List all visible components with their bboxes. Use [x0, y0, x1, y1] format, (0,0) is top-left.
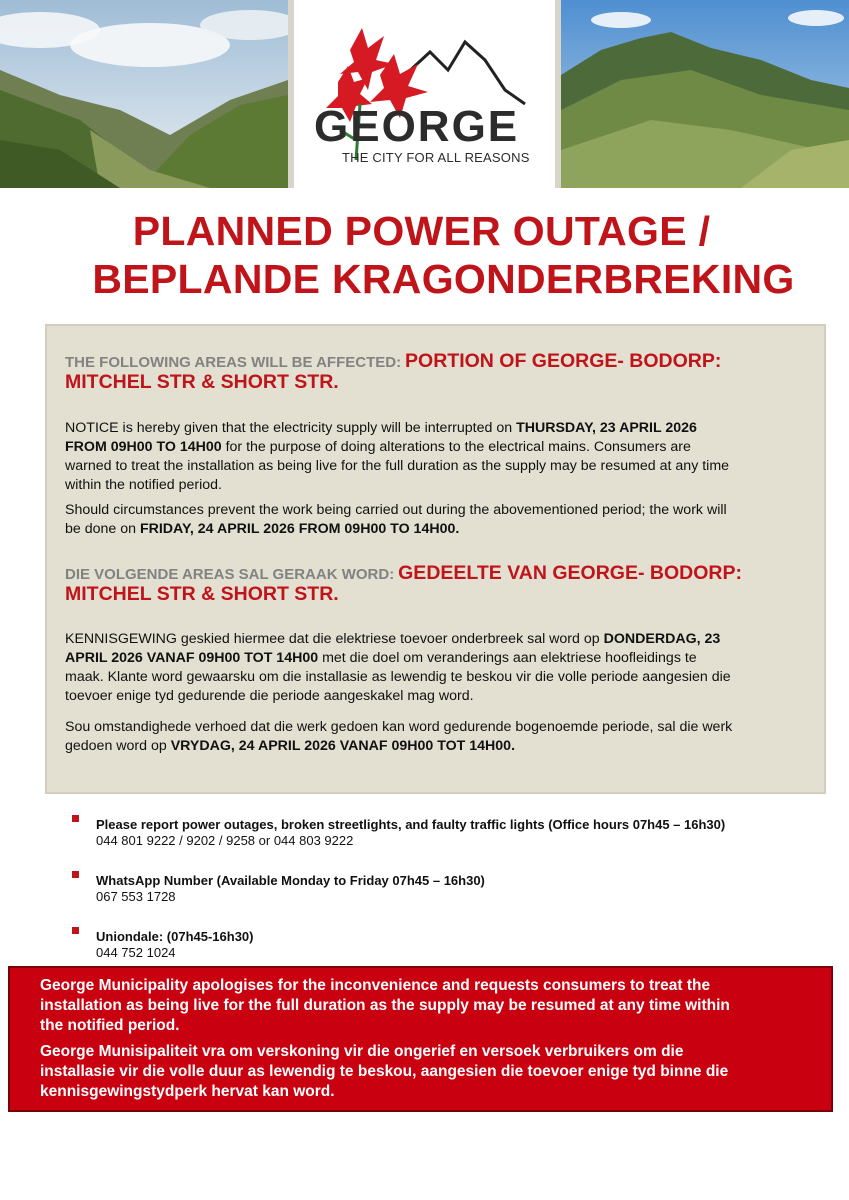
apology-english-line: the notified period. [40, 1017, 180, 1034]
page-title-afrikaans: BEPLANDE KRAGONDERBREKING [92, 256, 795, 302]
contact-label: Uniondale: (07h45-16h30) [96, 929, 254, 944]
contact-phone-numbers: 044 752 1024 [96, 945, 176, 960]
apology-banner [8, 966, 833, 1112]
apology-english-line: George Municipality apologises for the inconvenience and requests consumers to treat the [40, 977, 711, 994]
english-notice-warning-end: within the notified period. [65, 477, 222, 493]
english-outage-date: THURSDAY, 23 APRIL 2026 [516, 420, 697, 436]
afrikaans-alternate-text-cont: gedoen word op [65, 738, 171, 754]
red-square-bullet-icon [72, 927, 79, 934]
mountain-landscape-right-image [561, 0, 849, 188]
english-affected-areas [65, 352, 810, 394]
afrikaans-outage-time: APRIL 2026 VANAF 09H00 TOT 14H00 [65, 650, 319, 666]
mountain-landscape-left-image [0, 0, 288, 188]
english-alternate-date: FRIDAY, 24 APRIL 2026 FROM 09H00 TO 14H00. [139, 521, 460, 537]
english-notice-warning: warned to treat the installation as being live for the full duration as the supply may be resumed at any time [65, 458, 730, 474]
red-square-bullet-icon [72, 871, 79, 878]
afrikaans-notice-text: KENNISGEWING geskied hiermee dat die elektriese toevoer onderbreek sal word op [65, 631, 604, 647]
afrikaans-area-line2: MITCHEL STR & SHORT STR. [65, 583, 339, 605]
apology-english-line: installation as being live for the full duration as the supply may be resumed at any time within [40, 997, 730, 1014]
contact-phone-numbers: 067 553 1728 [96, 889, 176, 904]
contact-label: Please report power outages, broken streetlights, and faulty traffic lights (Office hours 07h45 – 16h30) [96, 817, 726, 832]
english-area-line1: PORTION OF GEORGE- BODORP: [405, 350, 722, 372]
apology-afrikaans-line: installasie vir die volle duur as lewendig te beskou, aangesien die toevoer enige tyd binne die [40, 1063, 729, 1080]
english-notice-paragraph [65, 419, 810, 495]
george-logo-panel [288, 0, 561, 188]
afrikaans-notice-warning: maak. Klante word gewaarsku om die installasie as lewendig te beskou vir die volle periode aangesien die [65, 669, 731, 685]
english-notice-text: NOTICE is hereby given that the electricity supply will be interrupted on [65, 420, 517, 436]
logo-panel-border-left [288, 0, 294, 188]
english-notice-text-cont: for the purpose of doing alterations to the electrical mains. Consumers are [221, 439, 691, 455]
afrikaans-notice-warning-end: toevoer enige tyd gedurende die periode aangeskakel mag word. [65, 688, 474, 704]
afrikaans-alternate-text: Sou omstandighede verhoed dat die werk gedoen kan word gedurende bogenoemde periode, sal die werk [65, 719, 733, 735]
english-area-line2: MITCHEL STR & SHORT STR. [65, 371, 339, 393]
afrikaans-alternate-date: VRYDAG, 24 APRIL 2026 VANAF 09H00 TOT 14H00. [170, 738, 516, 754]
english-areas-label: THE FOLLOWING AREAS WILL BE AFFECTED: [65, 354, 402, 371]
contact-phone-numbers: 044 801 9222 / 9202 / 9258 or 044 803 9222 [96, 833, 354, 848]
apology-afrikaans [40, 1042, 820, 1102]
logo-wordmark: GEORGE [314, 102, 520, 151]
apology-afrikaans-line: George Munisipaliteit vra om verskoning vir die ongerief en versoek verbruikers om die [40, 1043, 684, 1060]
afrikaans-affected-areas [65, 564, 810, 606]
afrikaans-notice-paragraph [65, 630, 810, 706]
page-title-english: PLANNED POWER OUTAGE / [132, 208, 711, 254]
afrikaans-areas-label: DIE VOLGENDE AREAS SAL GERAAK WORD: [65, 566, 395, 583]
apology-afrikaans-line: kennisgewingstydperk hervat kan word. [40, 1083, 335, 1100]
outage-notice-box [45, 324, 826, 794]
logo-tagline: THE CITY FOR ALL REASONS [342, 150, 530, 165]
english-outage-time: FROM 09H00 TO 14H00 [65, 439, 222, 455]
afrikaans-notice-text-cont: met die doel om veranderings aan elektriese hoofleidings te [318, 650, 697, 666]
header-banner [0, 0, 849, 188]
red-square-bullet-icon [72, 815, 79, 822]
english-alternate-date-paragraph [65, 501, 810, 539]
english-alternate-text-cont: be done on [65, 521, 140, 537]
english-alternate-text: Should circumstances prevent the work being carried out during the abovementioned period; the work will [65, 502, 727, 518]
afrikaans-outage-date: DONDERDAG, 23 [603, 631, 721, 647]
apology-english [40, 976, 820, 1036]
afrikaans-area-line1: GEDEELTE VAN GEORGE- BODORP: [398, 562, 742, 584]
contact-label: WhatsApp Number (Available Monday to Friday 07h45 – 16h30) [96, 873, 485, 888]
afrikaans-alternate-date-paragraph [65, 718, 810, 756]
